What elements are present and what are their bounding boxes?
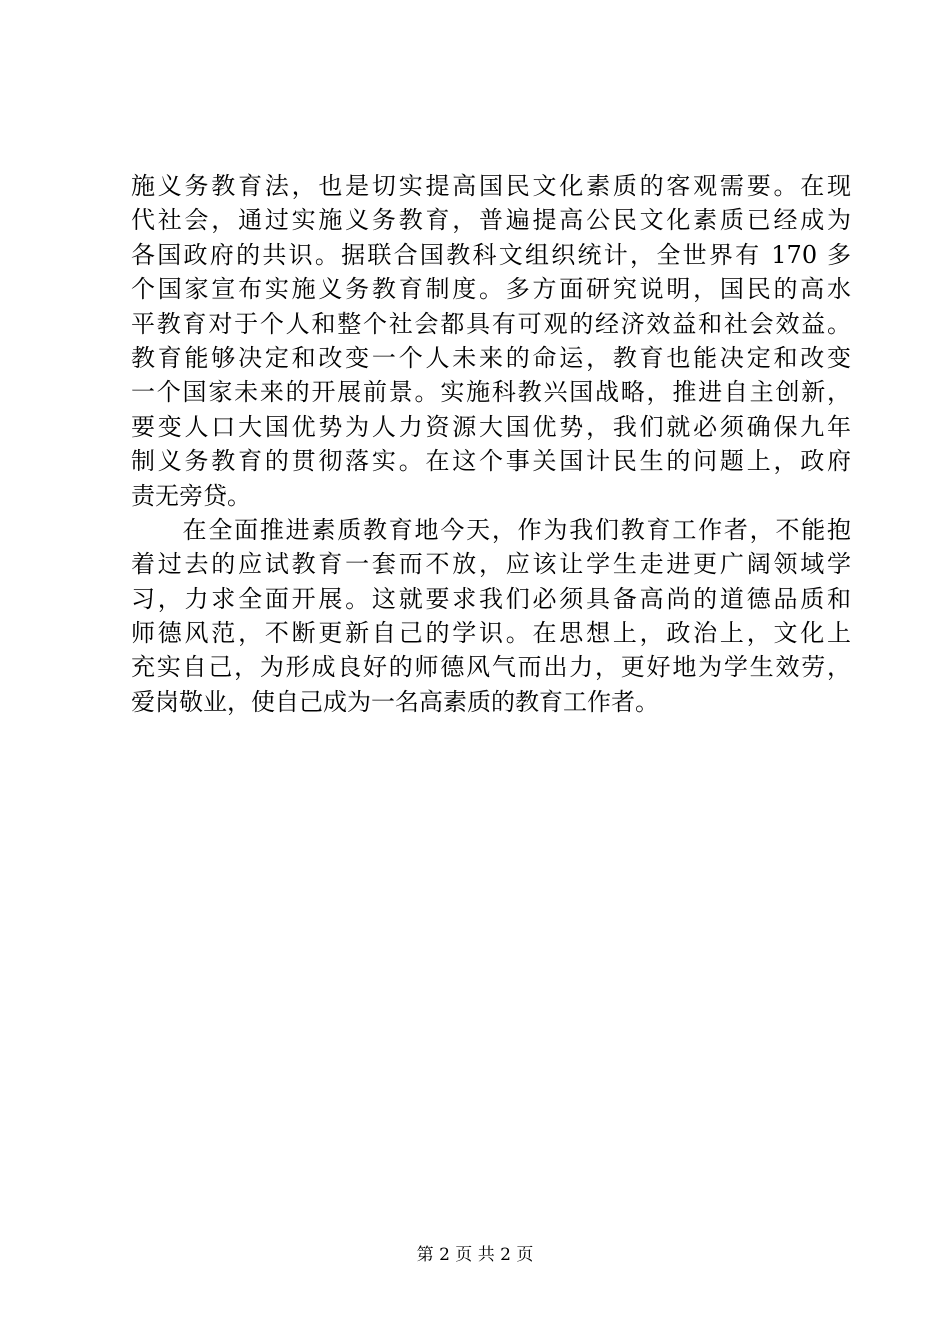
text-line: 师德风范，不断更新自己的学识。在思想上，政治上，文化上 xyxy=(131,619,851,648)
text-line: 爱岗敬业，使自己成为一名高素质的教育工作者。 xyxy=(131,687,659,716)
text-line: 各国政府的共识。据联合国教科文组织统计，全世界有 170 多 xyxy=(131,240,851,269)
text-line: 充实自己，为形成良好的师德风气而出力，更好地为学生效劳， xyxy=(131,653,851,682)
text-line: 一个国家未来的开展前景。实施科教兴国战略，推进自主创新， xyxy=(131,378,851,407)
text-line: 平教育对于个人和整个社会都具有可观的经济效益和社会效益。 xyxy=(131,309,851,338)
text-line: 在全面推进素质教育地今天，作为我们教育工作者，不能抱 xyxy=(131,515,851,544)
text-line: 责无旁贷。 xyxy=(131,481,251,510)
text-line: 习，力求全面开展。这就要求我们必须具备高尚的道德品质和 xyxy=(131,584,851,613)
text-line: 制义务教育的贯彻落实。在这个事关国计民生的问题上，政府 xyxy=(131,447,851,476)
page-number-label: 第 2 页 共 2 页 xyxy=(416,1245,534,1265)
text-line: 代社会，通过实施义务教育，普遍提高公民文化素质已经成为 xyxy=(131,206,851,235)
text-line: 要变人口大国优势为人力资源大国优势，我们就必须确保九年 xyxy=(131,412,851,441)
text-line: 施义务教育法，也是切实提高国民文化素质的客观需要。在现 xyxy=(131,172,851,200)
text-line: 着过去的应试教育一套而不放，应该让学生走进更广阔领域学 xyxy=(131,550,851,579)
page-footer xyxy=(0,1243,950,1267)
text-line: 教育能够决定和改变一个人未来的命运，教育也能决定和改变 xyxy=(131,343,851,372)
body-text xyxy=(131,169,851,719)
text-line: 个国家宣布实施义务教育制度。多方面研究说明，国民的高水 xyxy=(131,275,851,304)
